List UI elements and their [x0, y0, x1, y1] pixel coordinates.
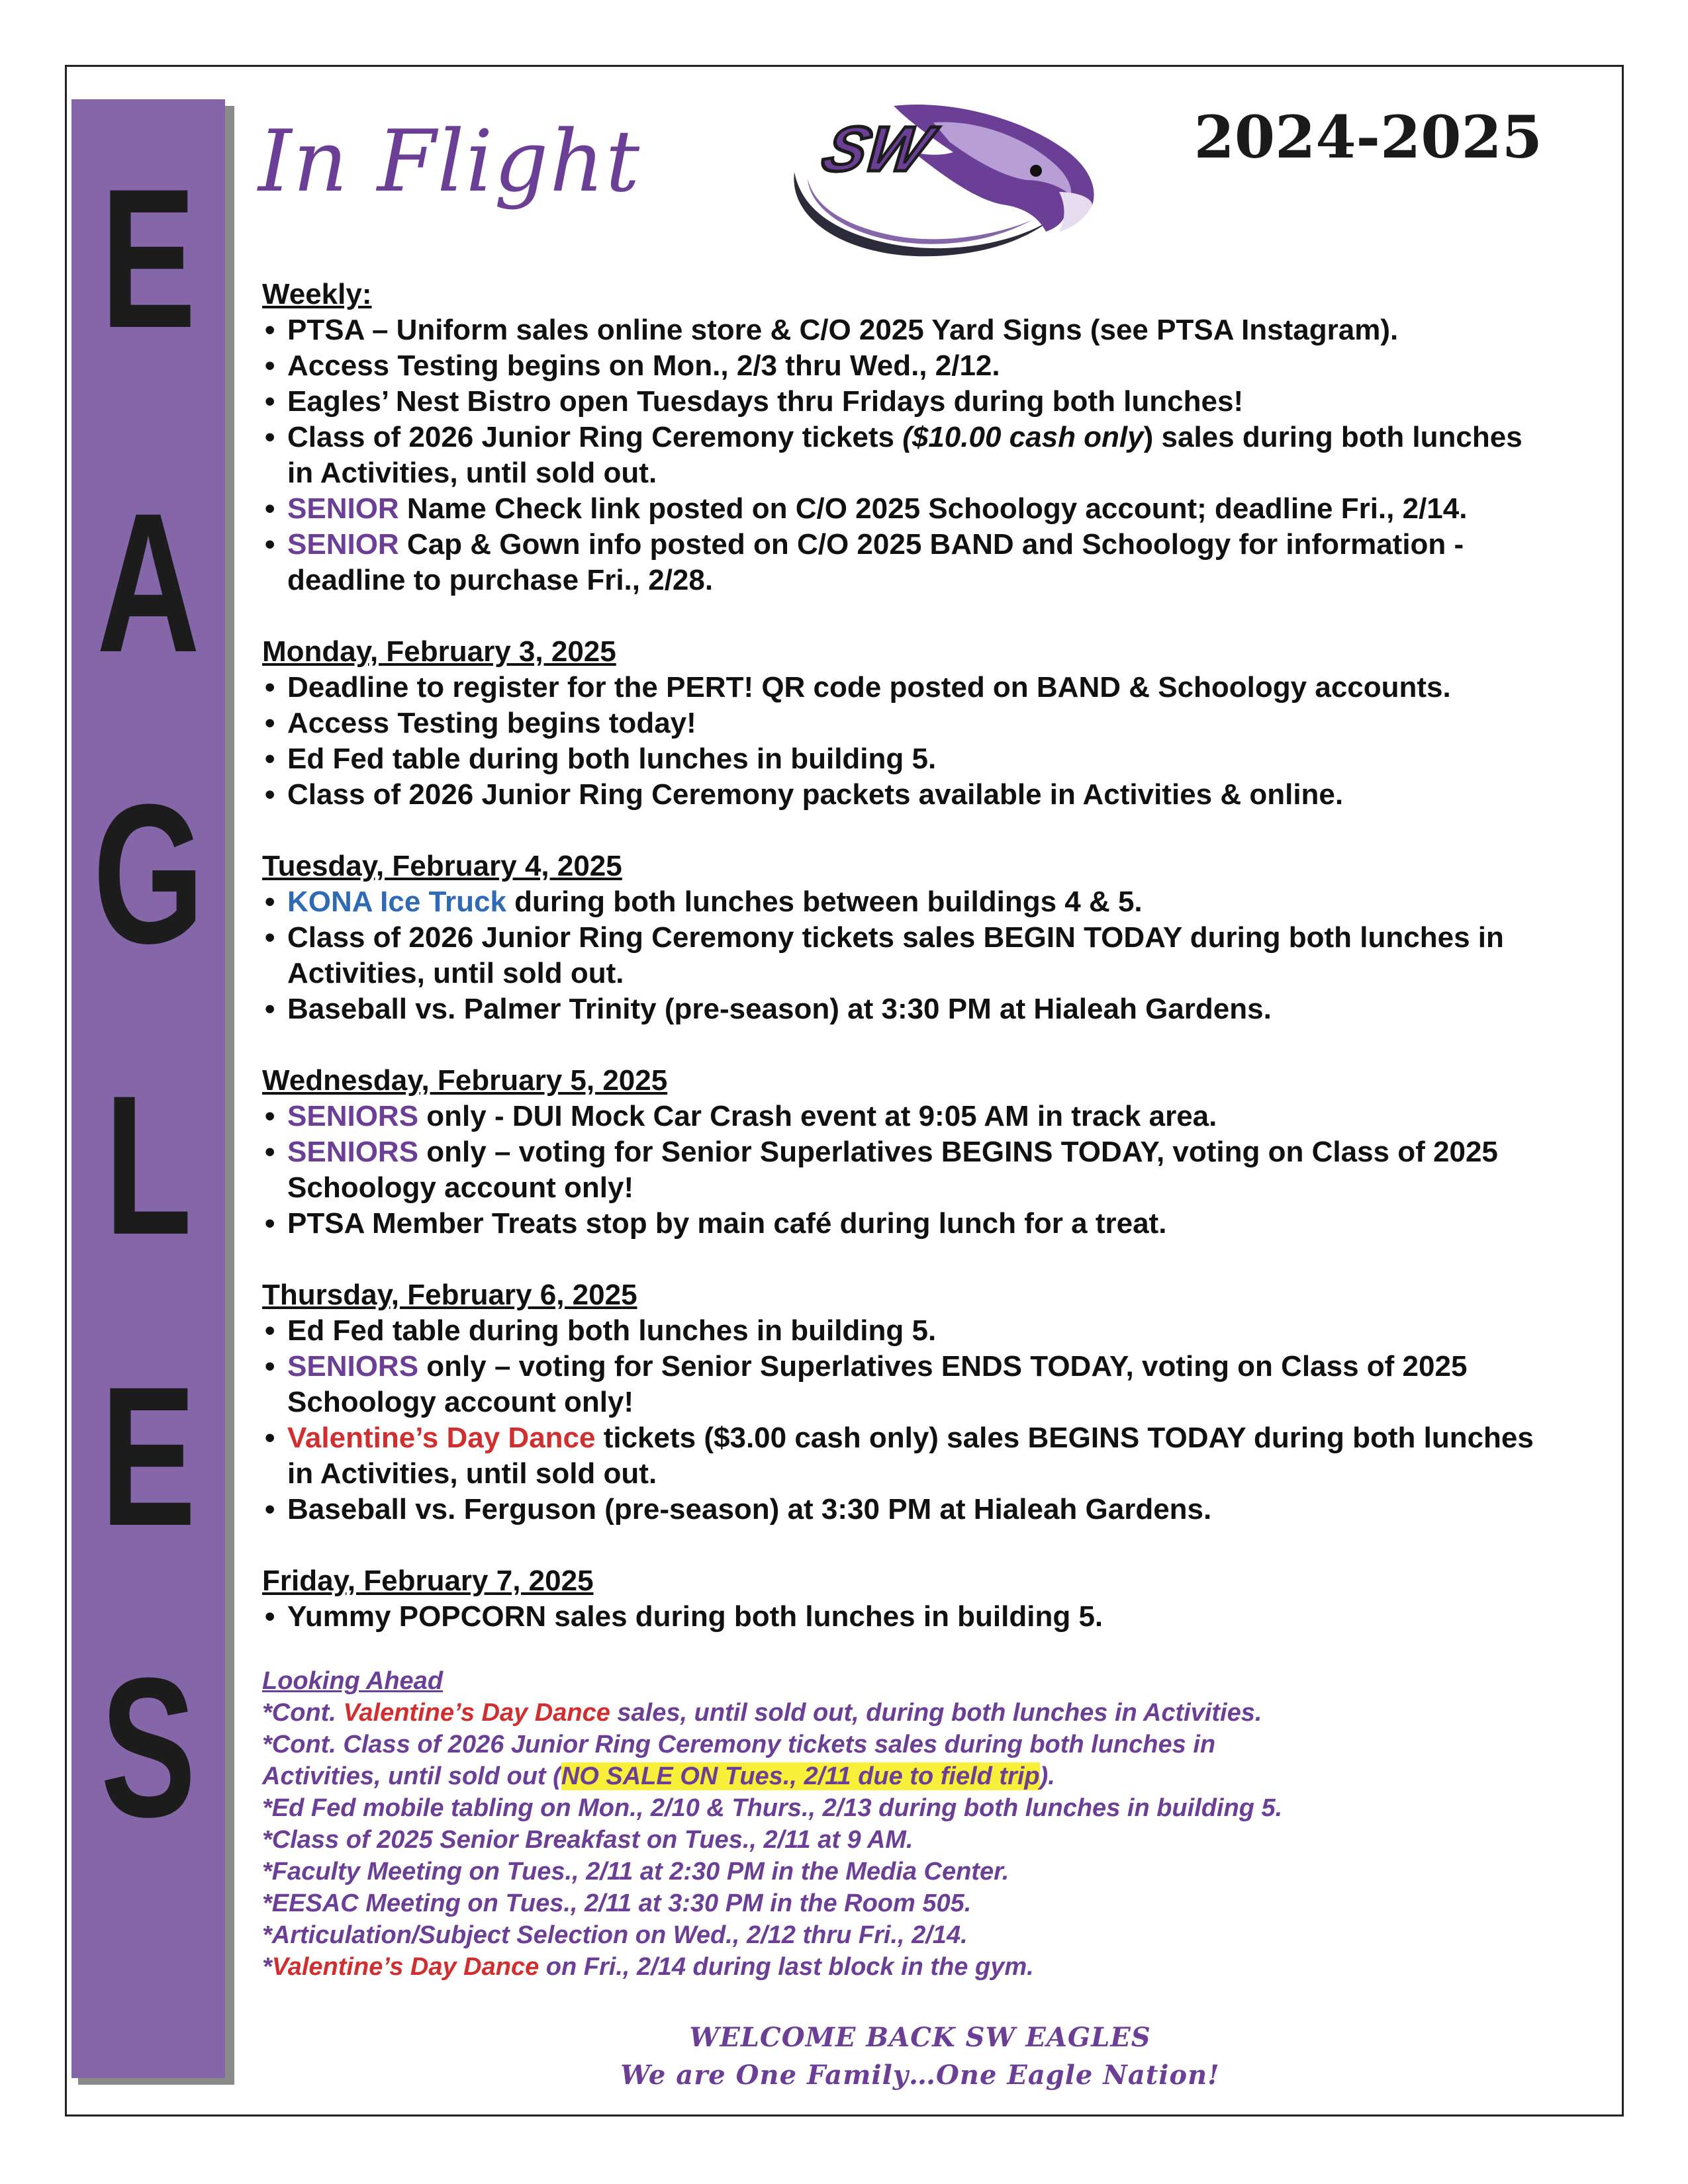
item-text: Access Testing begins today! — [287, 707, 696, 739]
item-text: Class of 2026 Junior Ring Ceremony tickets sales BEGIN TODAY during both lunches in Activities, until sold out. — [287, 921, 1504, 989]
sidebar-letter: L — [105, 1054, 192, 1276]
sw-eagle-logo — [781, 93, 1105, 275]
event-item — [262, 420, 1553, 491]
item-text: SENIORS — [287, 1136, 419, 1168]
event-item — [262, 1492, 1553, 1527]
item-text: only – voting for Senior Superlatives ENDS TODAY, voting on Class of 2025 Schoology account only! — [287, 1350, 1468, 1418]
event-item — [262, 741, 1553, 777]
sidebar-letter: G — [93, 762, 205, 985]
section-heading: Thursday, February 6, 2025 — [262, 1279, 637, 1311]
day-section — [262, 634, 1553, 813]
day-section — [262, 848, 1553, 1027]
item-text: Ed Fed table during both lunches in building 5. — [287, 743, 937, 775]
looking-ahead-heading: Looking Ahead — [262, 1667, 444, 1695]
event-item — [262, 1420, 1553, 1492]
section-heading: Wednesday, February 5, 2025 — [262, 1064, 668, 1097]
item-text: SENIOR — [287, 492, 399, 525]
bullet-icon: • — [265, 1207, 275, 1240]
looking-ahead-item — [262, 1792, 1553, 1824]
item-text: ($10.00 cash only — [902, 421, 1144, 453]
event-list — [262, 1313, 1553, 1527]
logo-text: SW — [814, 113, 940, 185]
section-heading: Monday, February 3, 2025 — [262, 635, 616, 668]
bullet-icon: • — [265, 1493, 275, 1525]
event-item — [262, 1099, 1553, 1134]
sidebar-letter: S — [100, 1636, 197, 1858]
day-section — [262, 1277, 1553, 1527]
event-item — [262, 705, 1553, 741]
item-text: Yummy POPCORN sales during both lunches in building 5. — [287, 1600, 1103, 1633]
event-item — [262, 777, 1553, 813]
item-text: ). — [1039, 1762, 1055, 1790]
item-text: ) sales during both lunches in Activities, until sold out. — [287, 421, 1523, 489]
event-item — [262, 1313, 1553, 1349]
bullet-icon: • — [265, 349, 275, 382]
section-heading: Tuesday, February 4, 2025 — [262, 850, 622, 882]
item-text: *Cont. Class of 2026 Junior Ring Ceremony tickets sales during both lunches in — [262, 1731, 1216, 1758]
looking-ahead-item — [262, 1729, 1553, 1760]
bullet-icon: • — [265, 1600, 275, 1633]
event-item — [262, 670, 1553, 705]
bullet-icon: • — [265, 528, 275, 561]
item-text: only – voting for Senior Superlatives BEGINS TODAY, voting on Class of 2025 Schoology account only! — [287, 1136, 1498, 1204]
item-text: Class of 2026 Junior Ring Ceremony packets available in Activities & online. — [287, 778, 1344, 811]
event-list — [262, 312, 1553, 598]
item-text: Class of 2026 Junior Ring Ceremony tickets — [287, 421, 903, 453]
section-heading: Weekly: — [262, 278, 372, 310]
item-text: on Fri., 2/14 during last block in the gym. — [539, 1953, 1034, 1981]
event-item — [262, 312, 1553, 348]
item-text: * — [262, 1953, 272, 1981]
item-text: Valentine’s Day Dance — [271, 1953, 539, 1981]
bullet-icon: • — [265, 421, 275, 453]
event-list — [262, 1099, 1553, 1242]
bullet-icon: • — [265, 385, 275, 418]
masthead-title: In Flight — [258, 113, 641, 211]
eagles-sidebar — [71, 99, 225, 2078]
event-item — [262, 1206, 1553, 1242]
event-list — [262, 670, 1553, 813]
item-text: Activities, until sold out ( — [262, 1762, 561, 1790]
item-text: Deadline to register for the PERT! QR code posted on BAND & Schoology accounts. — [287, 671, 1451, 704]
event-item — [262, 1599, 1553, 1635]
item-text: only - DUI Mock Car Crash event at 9:05 AM in track area. — [418, 1100, 1217, 1132]
item-text: Baseball vs. Palmer Trinity (pre-season) at 3:30 PM at Hialeah Gardens. — [287, 993, 1272, 1025]
bullet-icon: • — [265, 1350, 275, 1383]
item-text: Cap & Gown info posted on C/O 2025 BAND and Schoology for information - deadline to purchase Fri., 2/28. — [287, 528, 1464, 596]
event-item — [262, 884, 1553, 920]
footer-motto: We are One Family…One Eagle Nation! — [620, 2060, 1220, 2091]
event-item — [262, 991, 1553, 1027]
event-list — [262, 1599, 1553, 1635]
event-item — [262, 1349, 1553, 1420]
day-section — [262, 1563, 1553, 1635]
item-text: sales, until sold out, during both lunches in Activities. — [610, 1699, 1262, 1727]
item-text: PTSA Member Treats stop by main café during lunch for a treat. — [287, 1207, 1167, 1240]
event-item — [262, 491, 1553, 527]
bullet-icon: • — [265, 1314, 275, 1347]
footer-welcome: WELCOME BACK SW EAGLES — [689, 2022, 1151, 2053]
bullet-icon: • — [265, 886, 275, 918]
item-text: SENIORS — [287, 1350, 419, 1383]
schedule-sections — [262, 277, 1553, 1635]
looking-ahead-item — [262, 1856, 1553, 1888]
bullet-icon: • — [265, 492, 275, 525]
item-text: SENIOR — [287, 528, 399, 561]
bullet-icon: • — [265, 743, 275, 775]
bullet-icon: • — [265, 778, 275, 811]
day-section — [262, 277, 1553, 598]
event-list — [262, 884, 1553, 1027]
event-item — [262, 348, 1553, 384]
event-item — [262, 527, 1553, 598]
item-text: Baseball vs. Ferguson (pre-season) at 3:30 PM at Hialeah Gardens. — [287, 1493, 1212, 1525]
item-text: *Articulation/Subject Selection on Wed., 2/12 thru Fri., 2/14. — [262, 1921, 968, 1949]
item-text: *EESAC Meeting on Tues., 2/11 at 3:30 PM in the Room 505. — [262, 1889, 972, 1917]
item-text: Valentine’s Day Dance — [287, 1422, 596, 1454]
item-text: Valentine’s Day Dance — [343, 1699, 610, 1727]
bullet-icon: • — [265, 993, 275, 1025]
item-text: *Class of 2025 Senior Breakfast on Tues., 2/11 at 9 AM. — [262, 1826, 914, 1854]
school-year: 2024-2025 — [1194, 103, 1542, 171]
item-text: Eagles’ Nest Bistro open Tuesdays thru Fridays during both lunches! — [287, 385, 1244, 418]
highlighted-text: NO SALE ON Tues., 2/11 due to field trip — [561, 1762, 1040, 1790]
item-text: *Faculty Meeting on Tues., 2/11 at 2:30 PM in the Media Center. — [262, 1858, 1009, 1886]
item-text: Name Check link posted on C/O 2025 Schoology account; deadline Fri., 2/14. — [399, 492, 1468, 525]
looking-ahead-item — [262, 1760, 1553, 1792]
item-text: PTSA – Uniform sales online store & C/O 2025 Yard Signs (see PTSA Instagram). — [287, 314, 1399, 346]
looking-ahead-item — [262, 1951, 1553, 1983]
day-section — [262, 1063, 1553, 1242]
newsletter-content — [262, 277, 1553, 1983]
item-text: tickets ($3.00 cash only) sales BEGINS TODAY during both lunches in Activities, until sold out. — [287, 1422, 1534, 1490]
looking-ahead-item — [262, 1697, 1553, 1729]
bullet-icon: • — [265, 921, 275, 954]
bullet-icon: • — [265, 1422, 275, 1454]
bullet-icon: • — [265, 314, 275, 346]
section-heading: Friday, February 7, 2025 — [262, 1565, 594, 1597]
item-text: *Cont. — [262, 1699, 344, 1727]
sidebar-letter: E — [100, 147, 197, 369]
looking-ahead-list — [262, 1697, 1553, 1983]
sidebar-letter: A — [97, 471, 200, 694]
item-text: SENIORS — [287, 1100, 419, 1132]
item-text: Ed Fed table during both lunches in building 5. — [287, 1314, 937, 1347]
looking-ahead-item — [262, 1888, 1553, 1919]
bullet-icon: • — [265, 671, 275, 704]
looking-ahead-item — [262, 1824, 1553, 1856]
bullet-icon: • — [265, 1136, 275, 1168]
item-text: *Ed Fed mobile tabling on Mon., 2/10 & Thurs., 2/13 during both lunches in building 5. — [262, 1794, 1283, 1822]
sidebar-letter: E — [100, 1345, 197, 1567]
event-item — [262, 920, 1553, 991]
item-text: Access Testing begins on Mon., 2/3 thru Wed., 2/12. — [287, 349, 1000, 382]
event-item — [262, 384, 1553, 420]
event-item — [262, 1134, 1553, 1206]
looking-ahead — [262, 1665, 1553, 1983]
bullet-icon: • — [265, 1100, 275, 1132]
item-text: KONA Ice Truck — [287, 886, 506, 918]
looking-ahead-item — [262, 1919, 1553, 1951]
item-text: during both lunches between buildings 4 & 5. — [506, 886, 1143, 918]
bullet-icon: • — [265, 707, 275, 739]
